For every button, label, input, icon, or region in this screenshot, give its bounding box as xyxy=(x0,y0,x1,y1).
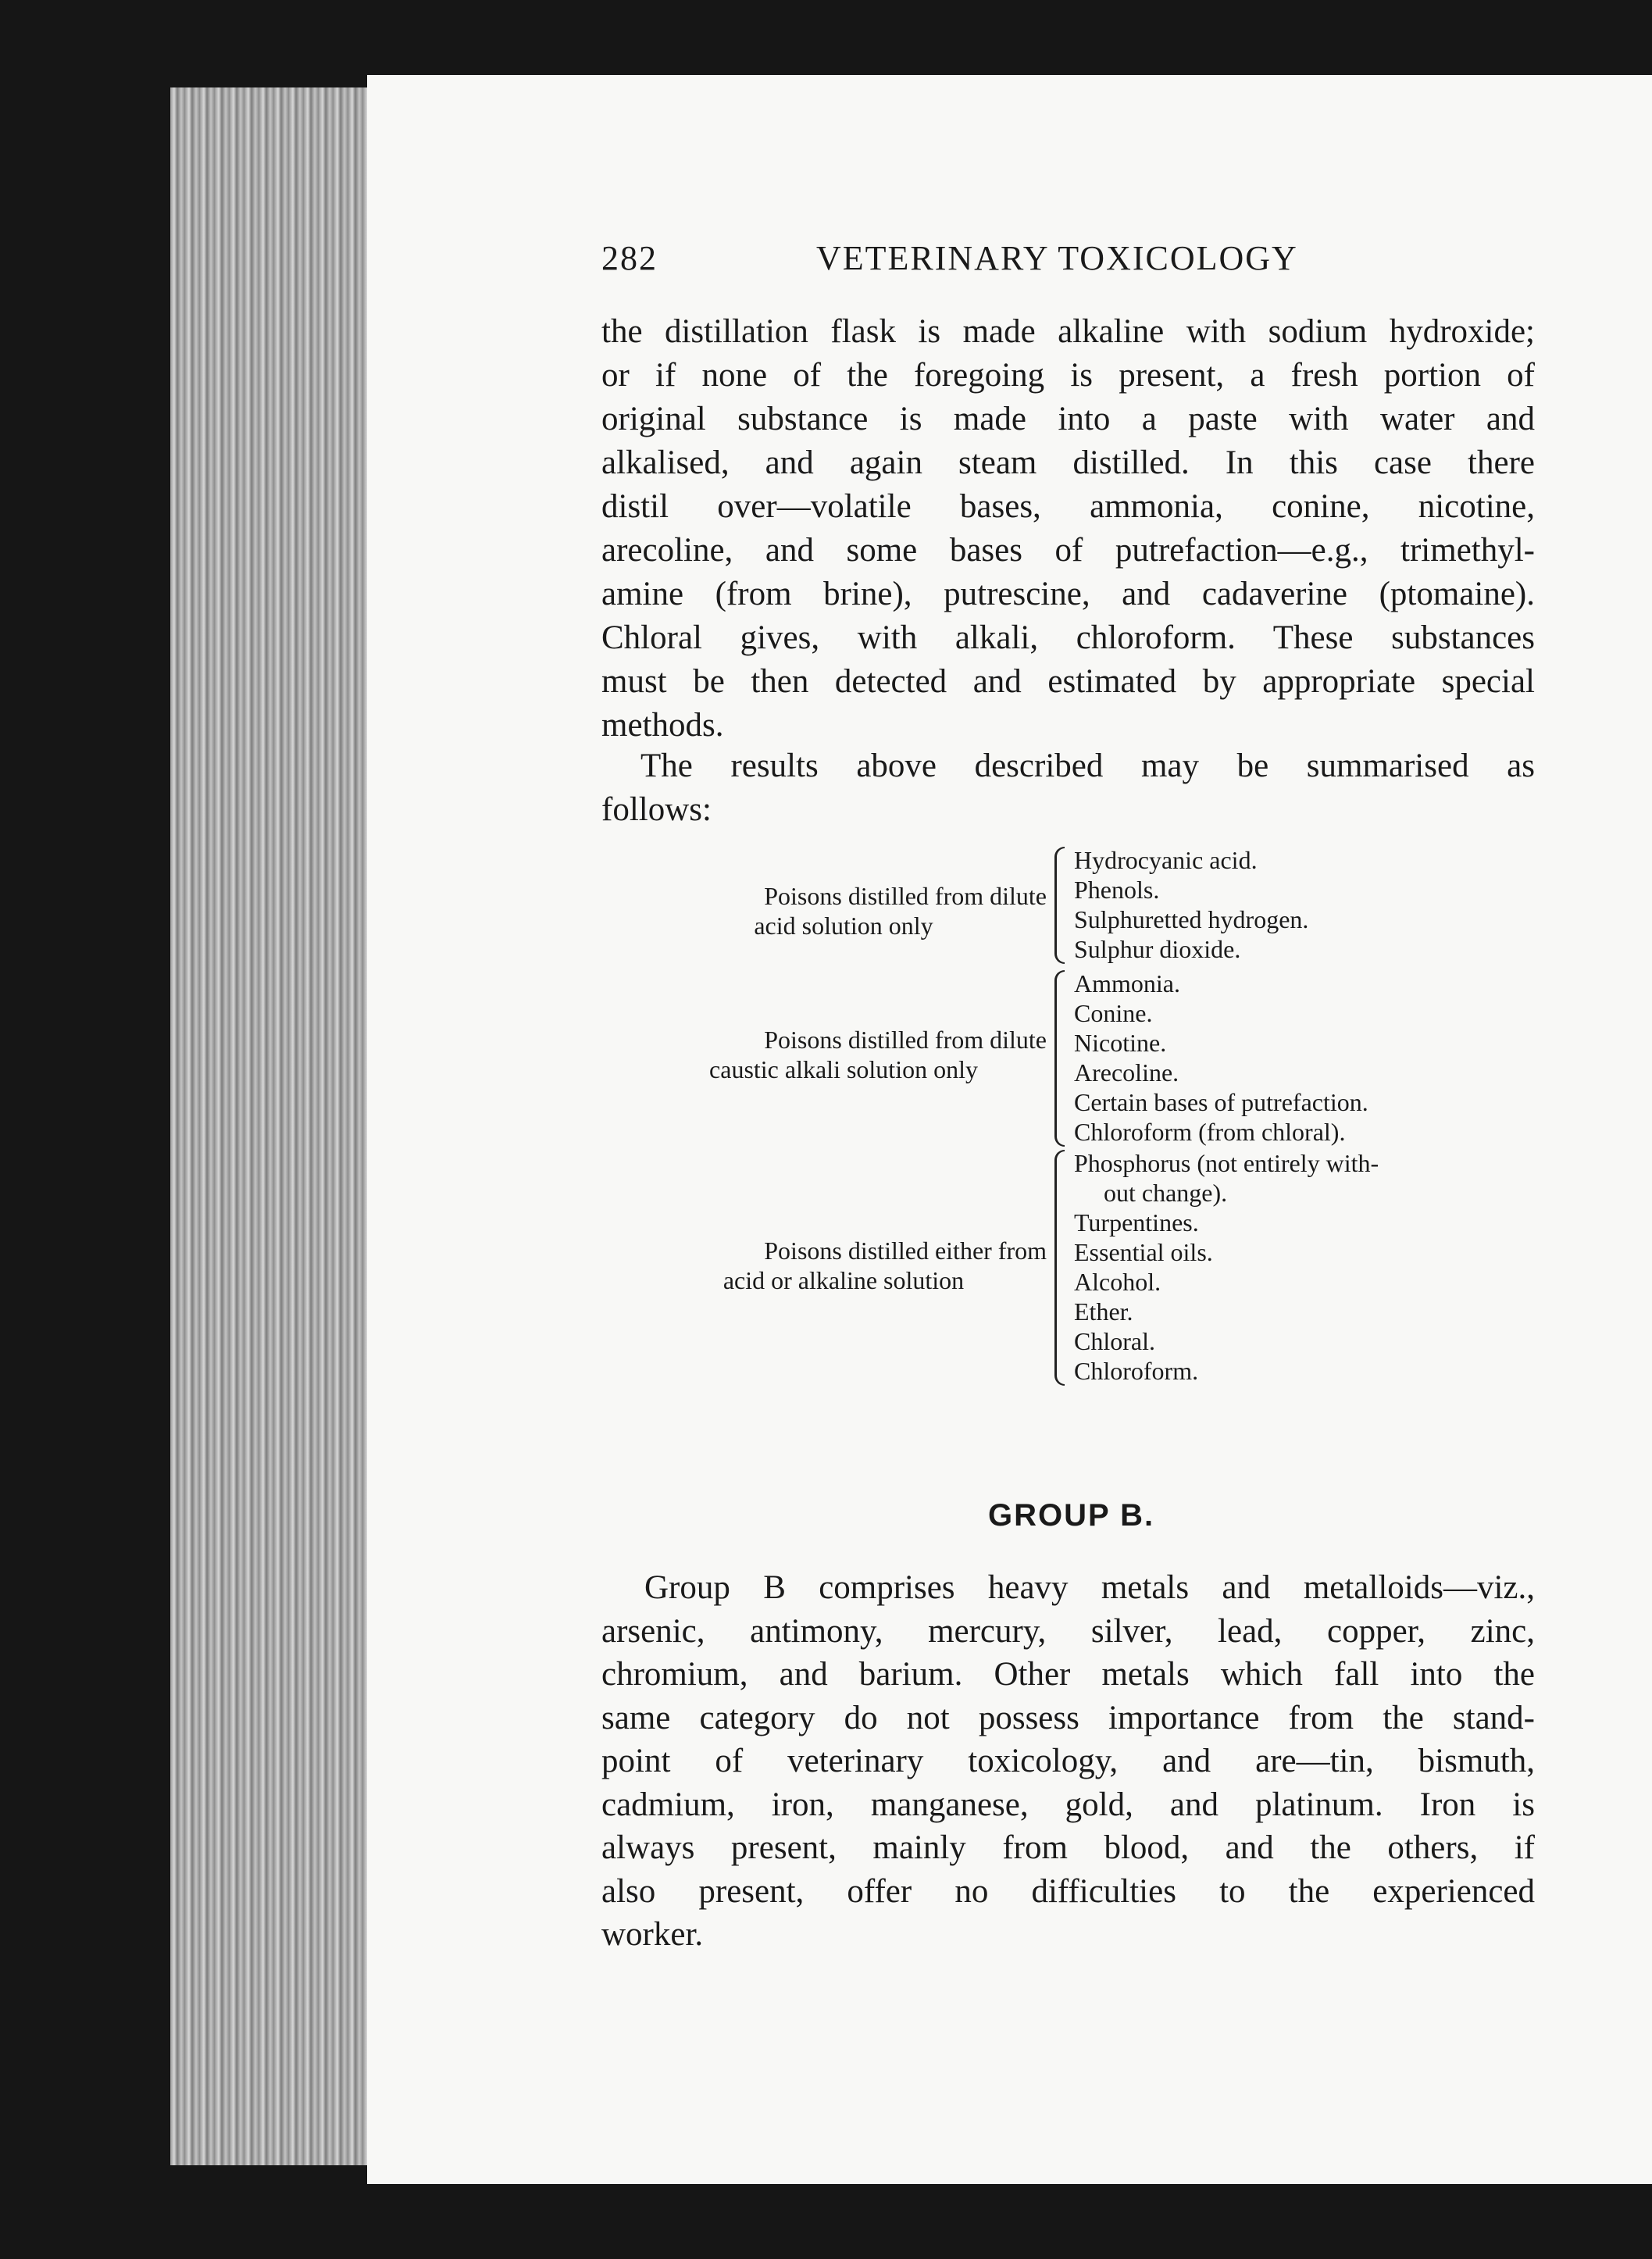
list-item: Arecoline. xyxy=(1074,1058,1179,1087)
section-heading: GROUP B. xyxy=(988,1498,1155,1533)
running-head xyxy=(601,238,1328,285)
text-line: The results above described may be summarised as xyxy=(640,748,1535,784)
text-line: must be then detected and estimated by appropriate special xyxy=(601,663,1535,700)
text-line: arecoline, and some bases of putrefaction—e.g., trimethyl- xyxy=(601,532,1535,569)
group-label xyxy=(656,1025,1047,1084)
list-item: out change). xyxy=(1104,1179,1228,1207)
text-line: point of veterinary toxicology, and are—tin, bismuth, xyxy=(601,1743,1535,1779)
group-items xyxy=(1074,845,1308,964)
text-line: distil over—volatile bases, ammonia, conine, nicotine, xyxy=(601,488,1535,525)
list-item: Chloroform (from chloral). xyxy=(1074,1118,1346,1146)
list-item: Nicotine. xyxy=(1074,1029,1167,1057)
group-label xyxy=(656,1236,1047,1295)
text-line: methods. xyxy=(601,707,724,744)
group-label-line: Poisons distilled from dilute xyxy=(764,1026,1047,1054)
brace xyxy=(1054,847,1065,964)
text-line: the distillation flask is made alkaline with sodium hydroxide; xyxy=(601,313,1535,350)
paragraph-summary-intro xyxy=(601,744,1535,832)
group-label-line: acid or alkaline solution xyxy=(723,1266,965,1294)
paragraph-distillation xyxy=(601,310,1535,748)
group-label-line: Poisons distilled from dilute xyxy=(764,882,1047,910)
text-line: worker. xyxy=(601,1916,704,1953)
list-item: Sulphuretted hydrogen. xyxy=(1074,905,1309,933)
list-item: Phosphorus (not entirely with- xyxy=(1074,1149,1379,1177)
list-item: Phenols. xyxy=(1074,876,1160,904)
text-line: cadmium, iron, manganese, gold, and platinum. Iron is xyxy=(601,1786,1535,1823)
group-label-line: Poisons distilled either from xyxy=(764,1237,1047,1265)
list-item: Ammonia. xyxy=(1074,969,1180,997)
text-line: follows: xyxy=(601,791,712,828)
book-page-edges xyxy=(170,87,389,2165)
paragraph-group-b xyxy=(601,1566,1535,1957)
text-line: Group B comprises heavy metals and metalloids—viz., xyxy=(644,1569,1535,1606)
list-item: Essential oils. xyxy=(1074,1238,1213,1266)
text-line: amine (from brine), putrescine, and cadaverine (ptomaine). xyxy=(601,576,1535,612)
list-item: Chloroform. xyxy=(1074,1357,1199,1385)
text-line: also present, offer no difficulties to the experienced xyxy=(601,1872,1535,1910)
list-item: Certain bases of putrefaction. xyxy=(1074,1088,1368,1116)
list-item: Chloral. xyxy=(1074,1327,1155,1355)
group-items xyxy=(1074,1148,1379,1386)
brace xyxy=(1054,970,1065,1147)
text-line: original substance is made into a paste with water and xyxy=(601,401,1535,437)
list-item: Ether. xyxy=(1074,1297,1133,1326)
running-title: VETERINARY TOXICOLOGY xyxy=(816,239,1298,277)
text-line: or if none of the foregoing is present, a fresh portion of xyxy=(601,357,1535,394)
group-label-line: caustic alkali solution only xyxy=(709,1055,978,1083)
list-item: Alcohol. xyxy=(1074,1268,1161,1296)
list-item: Hydrocyanic acid. xyxy=(1074,846,1258,874)
text-line: alkalised, and again steam distilled. In this case there xyxy=(601,444,1535,481)
text-line: same category do not possess importance from the stand- xyxy=(601,1699,1535,1736)
brace xyxy=(1054,1150,1065,1386)
group-label-line: acid solution only xyxy=(754,912,933,940)
page-number: 282 xyxy=(601,239,658,277)
text-line: chromium, and barium. Other metals which fall into the xyxy=(601,1656,1535,1693)
list-item: Turpentines. xyxy=(1074,1208,1199,1237)
text-line: Chloral gives, with alkali, chloroform. These substances xyxy=(601,619,1535,656)
list-item: Conine. xyxy=(1074,999,1153,1027)
group-items xyxy=(1074,969,1368,1147)
group-label xyxy=(656,881,1047,940)
text-line: arsenic, antimony, mercury, silver, lead, copper, zinc, xyxy=(601,1612,1535,1650)
list-item: Sulphur dioxide. xyxy=(1074,935,1241,963)
text-line: always present, mainly from blood, and the others, if xyxy=(601,1829,1535,1866)
